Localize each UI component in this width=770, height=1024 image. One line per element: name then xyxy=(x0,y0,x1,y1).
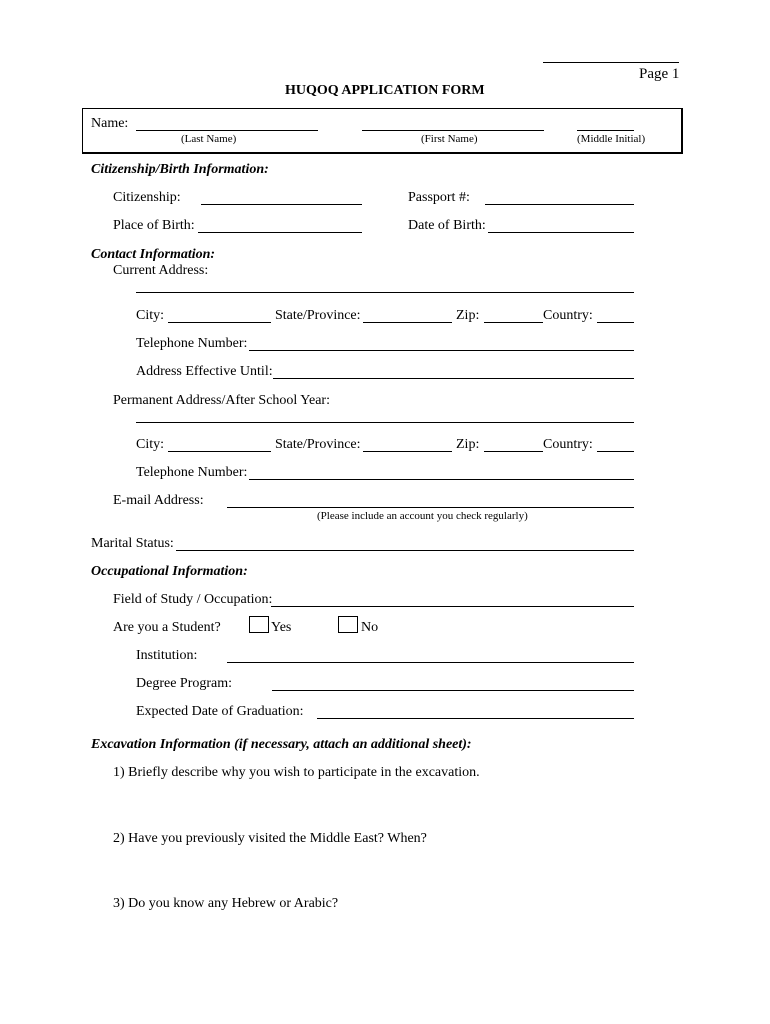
date-of-birth-label: Date of Birth: xyxy=(408,218,486,233)
last-name-caption: (Last Name) xyxy=(181,133,237,145)
current-address-line xyxy=(136,292,634,293)
country-line xyxy=(597,322,634,323)
email-note: (Please include an account you check regularly) xyxy=(317,510,528,522)
yes-checkbox[interactable] xyxy=(249,616,269,633)
form-title: HUQOQ APPLICATION FORM xyxy=(285,83,485,98)
field-of-study-label: Field of Study / Occupation: xyxy=(113,592,273,607)
email-label: E-mail Address: xyxy=(113,493,204,508)
contact-heading: Contact Information: xyxy=(91,247,216,262)
state2-field[interactable] xyxy=(363,437,452,451)
degree-program-line xyxy=(272,690,634,691)
city2-line xyxy=(168,451,271,452)
last-name-line xyxy=(136,130,318,131)
page-number: Page 1 xyxy=(639,66,680,82)
institution-label: Institution: xyxy=(136,648,198,663)
field-of-study-field[interactable] xyxy=(271,592,634,606)
excavation-heading: Excavation Information (if necessary, attach an additional sheet): xyxy=(91,737,472,752)
first-name-field[interactable] xyxy=(362,116,544,130)
marital-status-label: Marital Status: xyxy=(91,536,174,551)
question-2: 2) Have you previously visited the Middle East? When? xyxy=(113,831,427,846)
student-question: Are you a Student? xyxy=(113,620,221,635)
zip-field[interactable] xyxy=(484,308,543,322)
place-of-birth-field[interactable] xyxy=(198,218,362,232)
degree-program-label: Degree Program: xyxy=(136,676,233,691)
city-field[interactable] xyxy=(168,308,271,322)
zip2-label: Zip: xyxy=(456,437,480,452)
citizenship-heading: Citizenship/Birth Information: xyxy=(91,162,269,177)
telephone2-field[interactable] xyxy=(249,465,634,479)
passport-label: Passport #: xyxy=(408,190,470,205)
state-line xyxy=(363,322,452,323)
zip-line xyxy=(484,322,543,323)
question-1: 1) Briefly describe why you wish to participate in the excavation. xyxy=(113,765,480,780)
permanent-address-line xyxy=(136,422,634,423)
institution-field[interactable] xyxy=(227,648,634,662)
country-field[interactable] xyxy=(597,308,634,322)
middle-initial-caption: (Middle Initial) xyxy=(577,133,646,145)
answer-2-area[interactable] xyxy=(113,851,634,891)
marital-status-line xyxy=(176,550,634,551)
current-address-label: Current Address: xyxy=(113,263,209,278)
telephone2-line xyxy=(249,479,634,480)
graduation-date-line xyxy=(317,718,634,719)
date-of-birth-line xyxy=(488,232,634,233)
question-3: 3) Do you know any Hebrew or Arabic? xyxy=(113,896,339,911)
answer-3-area[interactable] xyxy=(113,916,634,976)
city-label: City: xyxy=(136,308,165,323)
current-address-field[interactable] xyxy=(136,278,634,292)
country2-line xyxy=(597,451,634,452)
middle-initial-field[interactable] xyxy=(577,116,634,130)
no-checkbox[interactable] xyxy=(338,616,358,633)
name-box xyxy=(82,108,683,154)
state-label: State/Province: xyxy=(275,308,361,323)
yes-label: Yes xyxy=(271,620,292,635)
zip2-field[interactable] xyxy=(484,437,543,451)
date-of-birth-field[interactable] xyxy=(488,218,634,232)
permanent-address-field[interactable] xyxy=(136,408,634,422)
citizenship-line xyxy=(201,204,362,205)
citizenship-field[interactable] xyxy=(201,190,362,204)
telephone-label: Telephone Number: xyxy=(136,336,248,351)
middle-initial-line xyxy=(577,130,634,131)
email-field[interactable] xyxy=(227,493,634,507)
city-line xyxy=(168,322,271,323)
email-line xyxy=(227,507,634,508)
state2-label: State/Province: xyxy=(275,437,361,452)
answer-1-area[interactable] xyxy=(113,785,634,825)
first-name-caption: (First Name) xyxy=(421,133,478,145)
zip-label: Zip: xyxy=(456,308,480,323)
place-of-birth-line xyxy=(198,232,362,233)
institution-line xyxy=(227,662,634,663)
city2-field[interactable] xyxy=(168,437,271,451)
place-of-birth-label: Place of Birth: xyxy=(113,218,195,233)
citizenship-label: Citizenship: xyxy=(113,190,181,205)
graduation-date-field[interactable] xyxy=(317,704,634,718)
first-name-line xyxy=(362,130,544,131)
state-field[interactable] xyxy=(363,308,452,322)
telephone-field[interactable] xyxy=(249,336,634,350)
zip2-line xyxy=(484,451,543,452)
city2-label: City: xyxy=(136,437,165,452)
passport-field[interactable] xyxy=(485,190,634,204)
country2-field[interactable] xyxy=(597,437,634,451)
permanent-address-label: Permanent Address/After School Year: xyxy=(113,393,330,408)
page-number-rule xyxy=(543,62,679,63)
address-effective-label: Address Effective Until: xyxy=(136,364,273,379)
marital-status-field[interactable] xyxy=(176,536,634,550)
passport-line xyxy=(485,204,634,205)
state2-line xyxy=(363,451,452,452)
last-name-field[interactable] xyxy=(136,116,318,130)
country-label: Country: xyxy=(543,308,593,323)
country2-label: Country: xyxy=(543,437,593,452)
degree-program-field[interactable] xyxy=(272,676,634,690)
graduation-date-label: Expected Date of Graduation: xyxy=(136,704,304,719)
telephone-line xyxy=(249,350,634,351)
occupation-heading: Occupational Information: xyxy=(91,564,248,579)
no-label: No xyxy=(361,620,379,635)
address-effective-field[interactable] xyxy=(273,364,634,378)
name-label: Name: xyxy=(91,116,129,131)
address-effective-line xyxy=(273,378,634,379)
telephone2-label: Telephone Number: xyxy=(136,465,248,480)
field-of-study-line xyxy=(271,606,634,607)
